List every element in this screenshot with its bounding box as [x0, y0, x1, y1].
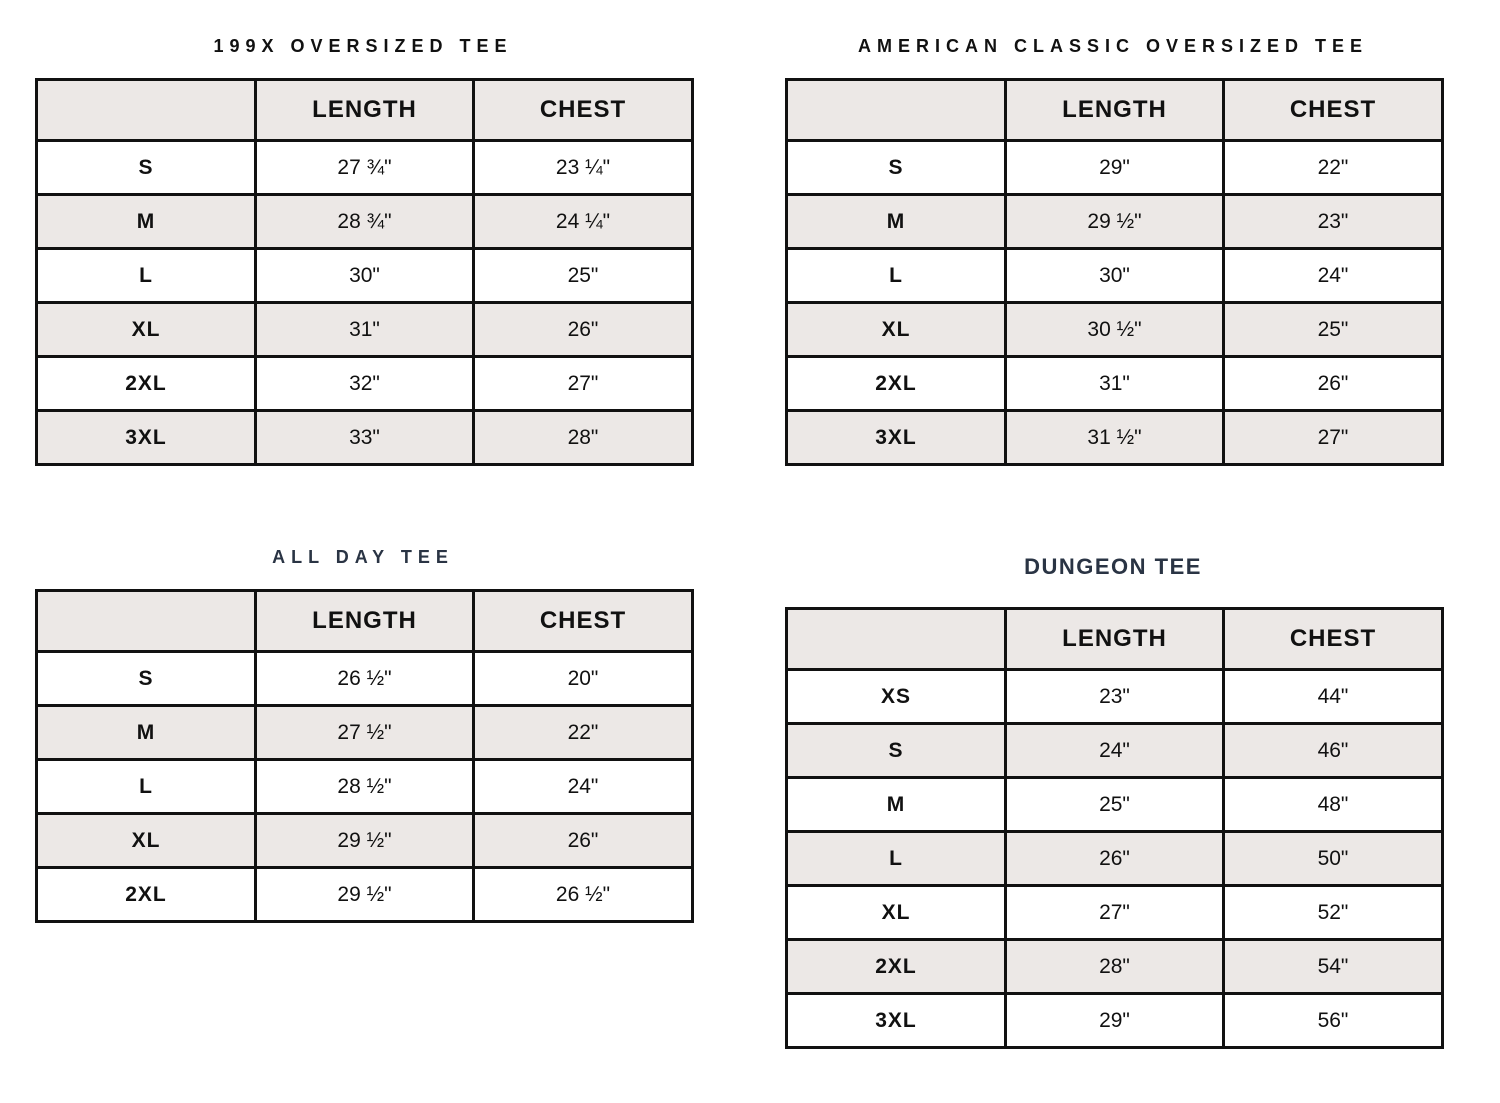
length-cell: 29 ½" — [256, 814, 474, 868]
size-cell: S — [37, 652, 256, 706]
size-chart-dungeon-tee — [785, 549, 1444, 1049]
chest-cell: 22" — [474, 706, 693, 760]
chest-cell: 28" — [474, 411, 693, 465]
chest-cell: 23 ¼" — [474, 141, 693, 195]
table-row — [787, 940, 1443, 994]
size-table — [785, 78, 1444, 466]
header-row — [787, 80, 1443, 141]
header-size — [37, 591, 256, 652]
length-cell: 29" — [1006, 994, 1224, 1048]
table-row — [787, 411, 1443, 465]
chest-cell: 24" — [1224, 249, 1443, 303]
length-cell: 29" — [1006, 141, 1224, 195]
chest-cell: 26" — [1224, 357, 1443, 411]
length-cell: 32" — [256, 357, 474, 411]
table-row — [787, 249, 1443, 303]
chest-cell: 23" — [1224, 195, 1443, 249]
table-row — [787, 832, 1443, 886]
chest-cell: 44" — [1224, 670, 1443, 724]
chest-cell: 24 ¼" — [474, 195, 693, 249]
size-cell: S — [787, 724, 1006, 778]
size-cell: L — [787, 249, 1006, 303]
table-row — [787, 303, 1443, 357]
size-cell: M — [37, 195, 256, 249]
chest-cell: 20" — [474, 652, 693, 706]
length-cell: 28 ½" — [256, 760, 474, 814]
length-cell: 31 ½" — [1006, 411, 1224, 465]
header-size — [787, 80, 1006, 141]
size-chart-all-day-tee — [35, 539, 694, 923]
table-row — [787, 357, 1443, 411]
size-cell: S — [787, 141, 1006, 195]
size-cell: L — [787, 832, 1006, 886]
header-row — [37, 80, 693, 141]
length-cell: 28" — [1006, 940, 1224, 994]
size-cell: 2XL — [787, 357, 1006, 411]
header-row — [37, 591, 693, 652]
table-row — [37, 814, 693, 868]
header-row — [787, 609, 1443, 670]
chest-cell: 26" — [474, 303, 693, 357]
chest-cell: 22" — [1224, 141, 1443, 195]
chart-title: AMERICAN CLASSIC OVERSIZED TEE — [857, 36, 1369, 56]
table-row — [37, 303, 693, 357]
size-cell: XL — [787, 303, 1006, 357]
length-cell: 23" — [1006, 670, 1224, 724]
chest-cell: 26 ½" — [474, 868, 693, 922]
header-chest: CHEST — [1224, 80, 1443, 141]
header-length: LENGTH — [1006, 609, 1224, 670]
chest-cell: 50" — [1224, 832, 1443, 886]
length-cell: 27 ¾" — [256, 141, 474, 195]
table-row — [787, 886, 1443, 940]
size-cell: 2XL — [37, 868, 256, 922]
table-row — [37, 652, 693, 706]
table-row — [37, 249, 693, 303]
size-cell: L — [37, 760, 256, 814]
table-row — [787, 670, 1443, 724]
size-cell: 3XL — [787, 411, 1006, 465]
header-size — [787, 609, 1006, 670]
length-cell: 29 ½" — [1006, 195, 1224, 249]
header-chest: CHEST — [474, 591, 693, 652]
size-cell: XL — [37, 303, 256, 357]
length-cell: 28 ¾" — [256, 195, 474, 249]
size-cell: 3XL — [37, 411, 256, 465]
table-row — [37, 706, 693, 760]
chest-cell: 27" — [474, 357, 693, 411]
size-chart-199x-oversized-tee — [35, 28, 694, 466]
length-cell: 27 ½" — [256, 706, 474, 760]
table-row — [787, 141, 1443, 195]
size-cell: 2XL — [37, 357, 256, 411]
length-cell: 31" — [256, 303, 474, 357]
header-size — [37, 80, 256, 141]
length-cell: 30" — [1006, 249, 1224, 303]
size-cell: M — [37, 706, 256, 760]
length-cell: 24" — [1006, 724, 1224, 778]
size-cell: 2XL — [787, 940, 1006, 994]
size-cell: L — [37, 249, 256, 303]
header-chest: CHEST — [1224, 609, 1443, 670]
chart-title: 199X OVERSIZED TEE — [213, 36, 513, 56]
table-row — [37, 357, 693, 411]
header-length: LENGTH — [256, 80, 474, 141]
length-cell: 29 ½" — [256, 868, 474, 922]
size-table — [35, 589, 694, 923]
size-cell: M — [787, 195, 1006, 249]
length-cell: 27" — [1006, 886, 1224, 940]
size-cell: S — [37, 141, 256, 195]
length-cell: 25" — [1006, 778, 1224, 832]
length-cell: 30 ½" — [1006, 303, 1224, 357]
size-table — [35, 78, 694, 466]
table-row — [37, 141, 693, 195]
header-length: LENGTH — [1006, 80, 1224, 141]
chest-cell: 26" — [474, 814, 693, 868]
chest-cell: 25" — [1224, 303, 1443, 357]
size-cell: XS — [787, 670, 1006, 724]
header-length: LENGTH — [256, 591, 474, 652]
chest-cell: 46" — [1224, 724, 1443, 778]
table-row — [787, 195, 1443, 249]
chart-title: DUNGEON TEE — [1024, 554, 1202, 579]
size-table — [785, 607, 1444, 1049]
header-chest: CHEST — [474, 80, 693, 141]
size-cell: XL — [37, 814, 256, 868]
size-cell: M — [787, 778, 1006, 832]
length-cell: 26 ½" — [256, 652, 474, 706]
chest-cell: 54" — [1224, 940, 1443, 994]
table-row — [37, 195, 693, 249]
table-row — [787, 994, 1443, 1048]
size-cell: 3XL — [787, 994, 1006, 1048]
length-cell: 33" — [256, 411, 474, 465]
chest-cell: 25" — [474, 249, 693, 303]
table-row — [787, 778, 1443, 832]
chest-cell: 24" — [474, 760, 693, 814]
size-cell: XL — [787, 886, 1006, 940]
chest-cell: 52" — [1224, 886, 1443, 940]
length-cell: 30" — [256, 249, 474, 303]
length-cell: 26" — [1006, 832, 1224, 886]
table-row — [37, 760, 693, 814]
chest-cell: 27" — [1224, 411, 1443, 465]
table-row — [787, 724, 1443, 778]
size-chart-american-classic-oversized-tee — [785, 28, 1444, 466]
chest-cell: 48" — [1224, 778, 1443, 832]
chest-cell: 56" — [1224, 994, 1443, 1048]
table-row — [37, 411, 693, 465]
length-cell: 31" — [1006, 357, 1224, 411]
table-row — [37, 868, 693, 922]
chart-title: ALL DAY TEE — [272, 547, 454, 567]
